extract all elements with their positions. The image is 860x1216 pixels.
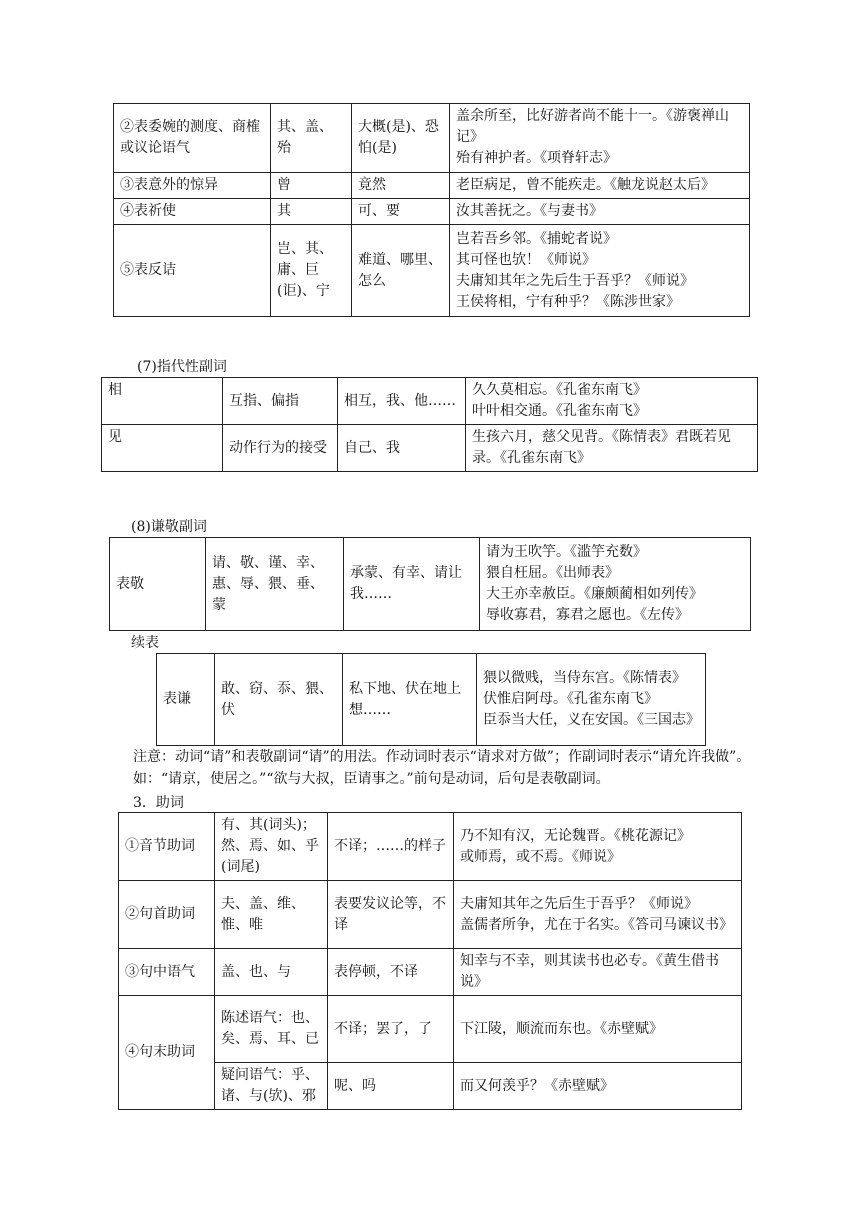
words-cell: 其: [271, 199, 352, 225]
use-cell: 表敬: [110, 538, 206, 631]
honorific-adverb-table: [109, 537, 751, 631]
table-row: [114, 225, 750, 317]
words-cell: 有、其(词头)；然、焉、如、乎(词尾): [215, 813, 328, 881]
meaning-cell: 可、要: [352, 199, 450, 225]
examples-cell: 夫庸知其年之先后生于吾乎？《师说》 盖儒者所争，尤在于名实。《答司马谏议书》: [454, 881, 742, 949]
words-cell: 敢、窃、忝、猥、伏: [215, 654, 343, 746]
use-cell: 表谦: [157, 654, 215, 746]
examples-cell: 请为王吹竽。《滥竽充数》 猥自枉屈。《出师表》 大王亦幸赦臣。《廉颇蔺相如列传》 辱收寡君，寡君之愿也。《左传》: [480, 538, 751, 631]
meaning-cell: 表停顿，不译: [328, 949, 454, 996]
meaning-cell: 自己、我: [338, 425, 466, 472]
table-row: [114, 173, 750, 199]
examples-cell: 岂若吾乡邻。《捕蛇者说》 其可怪也欤！《师说》 夫庸知其年之先后生于吾乎？《师说》 王侯将相，宁有种乎？《陈涉世家》: [450, 225, 750, 317]
use-cell: 动作行为的接受: [223, 425, 338, 472]
use-cell: ④句末助词: [119, 996, 215, 1110]
use-cell: ③句中语气: [119, 949, 215, 996]
words-cell: 其、盖、殆: [271, 104, 352, 173]
use-cell: ②表委婉的测度、商榷或议论语气: [114, 104, 271, 173]
examples-cell: 老臣病足，曾不能疾走。《触龙说赵太后》: [450, 173, 750, 199]
table-row: [119, 813, 742, 881]
words-cell: 疑问语气：乎、诸、与(欤)、邪: [215, 1063, 328, 1110]
meaning-cell: 私下地、伏在地上想……: [343, 654, 477, 746]
examples-cell: 下江陵，顺流而东也。《赤壁赋》: [454, 996, 742, 1063]
words-cell: 岂、其、庸、巨(讵)、宁: [271, 225, 352, 317]
use-cell: ⑤表反诘: [114, 225, 271, 317]
use-cell: 互指、偏指: [223, 378, 338, 425]
table-row: [119, 881, 742, 949]
table-row: [119, 949, 742, 996]
meaning-cell: 难道、哪里、怎么: [352, 225, 450, 317]
table-row: [102, 378, 758, 425]
table-row: [114, 199, 750, 225]
examples-cell: 乃不知有汉，无论魏晋。《桃花源记》 或师焉，或不焉。《师说》: [454, 813, 742, 881]
examples-cell: 知幸与不幸，则其读书也必专。《黄生借书说》: [454, 949, 742, 996]
meaning-cell: 相互，我、他……: [338, 378, 466, 425]
words-cell: 曾: [271, 173, 352, 199]
examples-cell: 生孩六月，慈父见背。《陈情表》君既若见录。《孔雀东南飞》: [466, 425, 758, 472]
use-cell: ④表祈使: [114, 199, 271, 225]
meaning-cell: 不译；罢了，了: [328, 996, 454, 1063]
table-row: [119, 996, 742, 1063]
words-cell: 陈述语气：也、矣、焉、耳、已: [215, 996, 328, 1063]
use-cell: ③表意外的惊异: [114, 173, 271, 199]
table-row: [114, 104, 750, 173]
meaning-cell: 呢、吗: [328, 1063, 454, 1110]
examples-cell: 盖余所至，比好游者尚不能十一。《游褒禅山记》 殆有神护者。《项脊轩志》: [450, 104, 750, 173]
meaning-cell: 承蒙、有幸、请让我……: [344, 538, 480, 631]
examples-cell: 而又何羡乎？《赤壁赋》: [454, 1063, 742, 1110]
modal-adverb-table: [113, 103, 750, 317]
word-cell: 见: [102, 425, 223, 472]
use-cell: ②句首助词: [119, 881, 215, 949]
meaning-cell: 不译；……的样子: [328, 813, 454, 881]
word-cell: 相: [102, 378, 223, 425]
words-cell: 盖、也、与: [215, 949, 328, 996]
humble-adverb-table: [156, 653, 706, 746]
meaning-cell: 表要发议论等，不译: [328, 881, 454, 949]
usage-note: 注意：动词“请”和表敬副词“请”的用法。作动词时表示“请求对方做”；作副词时表示“请允许我做”。如：“请京，使居之。”“欲与大叔，臣请事之。”前句是动词，后句是表敬副词。: [133, 749, 751, 787]
section-title: (7)指代性副词: [137, 359, 227, 375]
meaning-cell: 竟然: [352, 173, 450, 199]
section-title: 3．助词: [133, 795, 184, 811]
table-row: [110, 538, 751, 631]
meaning-cell: 大概(是)、恐怕(是): [352, 104, 450, 173]
pronominal-adverb-table: [101, 377, 758, 472]
continued-label: 续表: [131, 635, 159, 651]
particle-table: [118, 812, 742, 1110]
table-row: [157, 654, 706, 746]
examples-cell: 猥以微贱，当侍东宫。《陈情表》 伏惟启阿母。《孔雀东南飞》 臣忝当大任，义在安国。《三国志》: [477, 654, 706, 746]
words-cell: 夫、盖、维、惟、唯: [215, 881, 328, 949]
section-title: (8)谦敬副词: [131, 519, 207, 535]
examples-cell: 汝其善抚之。《与妻书》: [450, 199, 750, 225]
examples-cell: 久久莫相忘。《孔雀东南飞》 叶叶相交通。《孔雀东南飞》: [466, 378, 758, 425]
table-row: [102, 425, 758, 472]
words-cell: 请、敬、谨、幸、惠、辱、猥、垂、蒙: [206, 538, 344, 631]
use-cell: ①音节助词: [119, 813, 215, 881]
